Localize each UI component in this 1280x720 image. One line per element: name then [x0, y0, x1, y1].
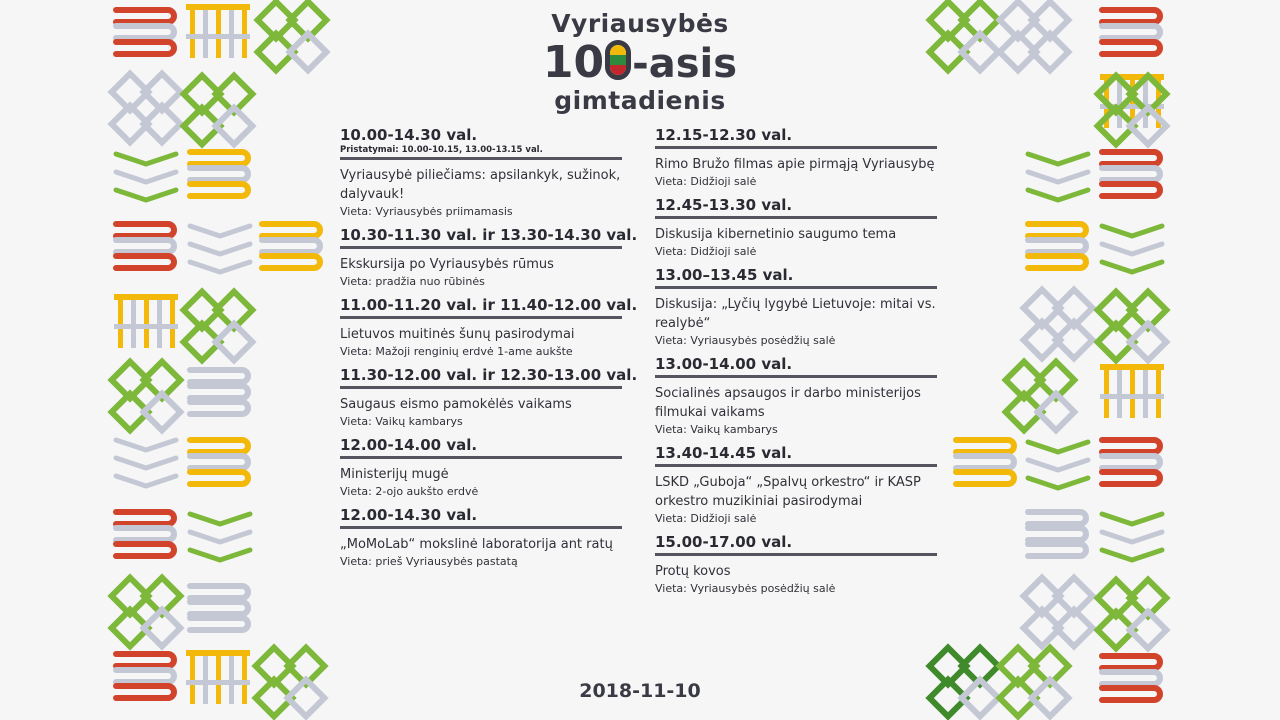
event-time: 10.30-11.30 val. ir 13.30-14.30 val.: [340, 226, 638, 244]
event-venue: Vieta: Vyriausybės posėdžių salė: [655, 582, 836, 595]
diamond-motif-icon: [1024, 578, 1093, 647]
event-venue: Vieta: prieš Vyriausybės pastatą: [340, 555, 518, 568]
diamond-motif-icon: [184, 292, 253, 361]
header-number-zero: 0: [573, 37, 605, 88]
schedule-event: [655, 196, 937, 260]
event-time: 13.00-14.00 val.: [655, 355, 793, 373]
event-title: Saugaus eismo pamokėlės vaikams: [340, 397, 572, 412]
event-venue: Vieta: Didžioji salė: [655, 175, 757, 188]
event-divider: [655, 553, 937, 556]
schedule-event: [340, 506, 622, 570]
event-time: 13.00–13.45 val.: [655, 266, 794, 284]
diamond-motif-icon: [112, 362, 181, 431]
chevron-motif-icon: [1028, 154, 1088, 200]
diamond-motif-icon: [1024, 290, 1093, 359]
schedule-event: [340, 126, 622, 220]
event-title: Lietuvos muitinės šunų pasirodymai: [340, 327, 575, 342]
chevron-motif-icon: [190, 514, 250, 560]
event-time: 11.30-12.00 val. ir 12.30-13.00 val.: [340, 366, 638, 384]
event-time: 11.00-11.20 val. ir 11.40-12.00 val.: [340, 296, 638, 314]
event-venue: Vieta: Vaikų kambarys: [655, 423, 778, 436]
event-time: 12.15-12.30 val.: [655, 126, 793, 144]
chevron-motif-icon: [1102, 514, 1162, 560]
event-venue: Vieta: Vaikų kambarys: [340, 415, 463, 428]
event-divider: [340, 526, 622, 529]
event-time: 12.45-13.30 val.: [655, 196, 793, 214]
schedule-event: [655, 126, 937, 190]
schedule-event: [655, 533, 937, 597]
paperclip-motif-icon: [190, 370, 248, 414]
event-venue: Vieta: Mažoji renginių erdvė 1-ame aukšte: [340, 345, 573, 358]
event-venue: Vieta: Didžioji salė: [655, 512, 757, 525]
event-title: Ekskursija po Vyriausybės rūmus: [340, 257, 554, 272]
paperclip-motif-icon: [1102, 440, 1160, 484]
event-time: 15.00-17.00 val.: [655, 533, 793, 551]
event-title: Protų kovos: [655, 564, 731, 579]
schedule-event: [655, 444, 937, 527]
event-note: Pristatymai: 10.00-10.15, 13.00-13.15 val.: [340, 145, 543, 155]
paperclip-motif-icon: [1102, 152, 1160, 196]
event-divider: [340, 456, 622, 459]
paperclip-motif-icon: [190, 440, 248, 484]
event-divider: [340, 246, 622, 249]
event-title: Diskusija kibernetinio saugumo tema: [655, 227, 897, 242]
event-title: Ministerijų mugė: [340, 467, 449, 482]
event-title: Socialinės apsaugos ir darbo ministerijos filmukai vaikams: [655, 386, 921, 420]
event-venue: Vieta: 2-ojo aukšto erdvė: [340, 485, 479, 498]
diamond-motif-icon: [112, 578, 181, 647]
header-line-1: Vyriausybės: [551, 9, 729, 38]
event-divider: [655, 464, 937, 467]
event-venue: Vieta: Didžioji salė: [655, 245, 757, 258]
event-title: „MoMoLab“ mokslinė laboratorija ant ratų: [340, 537, 613, 552]
chevron-motif-icon: [1028, 442, 1088, 488]
paperclip-motif-icon: [116, 512, 174, 556]
schedule-event: [340, 296, 638, 360]
event-title: Diskusija: „Lyčių lygybė Lietuvoje: mitai vs. realybė“: [655, 297, 936, 331]
chevron-motif-icon: [116, 154, 176, 200]
chevron-motif-icon: [190, 226, 250, 272]
event-divider: [655, 286, 937, 289]
event-venue: Vieta: Vyriausybės posėdžių salė: [655, 334, 836, 347]
diamond-motif-icon: [1098, 292, 1167, 361]
schedule-event: [340, 366, 638, 430]
header-line-2: [0, 37, 1280, 88]
paperclip-motif-icon: [190, 586, 248, 630]
paperclip-motif-icon: [116, 224, 174, 268]
ladder-motif-icon: [1100, 364, 1164, 418]
event-venue: Vieta: Vyriausybės priimamasis: [340, 205, 513, 218]
chevron-motif-icon: [116, 440, 176, 486]
schedule-left-column: [340, 126, 638, 576]
event-date: 2018-11-10: [579, 680, 701, 702]
flag-zero-icon: [605, 40, 631, 80]
header: [0, 8, 1280, 116]
paperclip-motif-icon: [262, 224, 320, 268]
event-title: LSKD „Gubojа“ „Spalvų orkestro“ ir KASP orkestro muzikiniai pasirodymai: [655, 475, 921, 509]
diamond-motif-icon: [1098, 580, 1167, 649]
paperclip-motif-icon: [1028, 224, 1086, 268]
event-divider: [655, 146, 937, 149]
event-divider: [340, 316, 622, 319]
event-time: 10.00-14.30 val.: [340, 126, 478, 144]
schedule-right-column: [655, 126, 937, 603]
event-divider: [655, 216, 937, 219]
diamond-motif-icon: [1006, 362, 1075, 431]
ladder-motif-icon: [114, 294, 178, 348]
schedule-event: [655, 355, 937, 438]
event-divider: [340, 386, 622, 389]
header-number-prefix: 1: [542, 37, 574, 88]
header-ordinal-suffix: -asis: [632, 41, 738, 87]
chevron-motif-icon: [1102, 226, 1162, 272]
event-divider: [340, 157, 622, 160]
event-title: Vyriausybė piliečiams: apsilankyk, sužinok, dalyvauk!: [340, 168, 621, 202]
event-venue: Vieta: pradžia nuo rūbinės: [340, 275, 485, 288]
schedule-event: [340, 436, 622, 500]
event-divider: [655, 375, 937, 378]
paperclip-motif-icon: [1028, 512, 1086, 556]
event-time: 12.00-14.30 val.: [340, 506, 478, 524]
event-time: 13.40-14.45 val.: [655, 444, 793, 462]
paperclip-motif-icon: [190, 152, 248, 196]
schedule-event: [655, 266, 937, 349]
event-title: Rimo Bružo filmas apie pirmąją Vyriausybę: [655, 157, 935, 172]
paperclip-motif-icon: [956, 440, 1014, 484]
schedule-event: [340, 226, 638, 290]
header-line-3: gimtadienis: [554, 86, 726, 115]
event-time: 12.00-14.00 val.: [340, 436, 478, 454]
